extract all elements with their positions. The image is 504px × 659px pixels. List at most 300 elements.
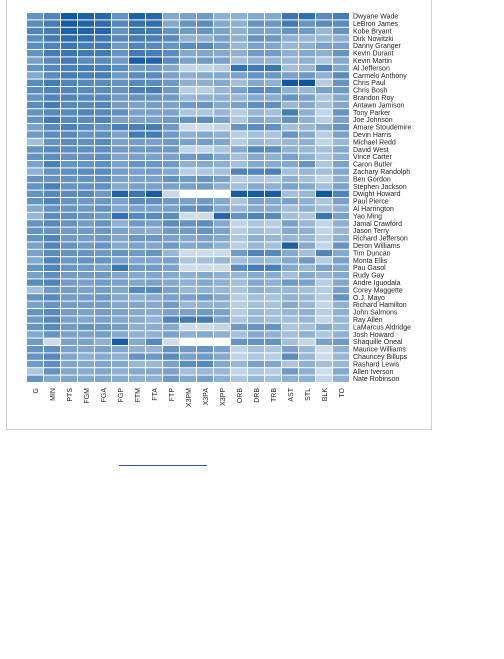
heatmap-cell (78, 242, 94, 248)
heatmap-cell (316, 50, 332, 56)
heatmap-cell (248, 287, 264, 293)
heatmap-cell (112, 65, 128, 71)
heatmap-cell (27, 102, 43, 108)
heatmap-cell (112, 257, 128, 263)
heatmap-cell (27, 324, 43, 330)
heatmap-cell (61, 198, 77, 204)
heatmap-cell (316, 183, 332, 189)
heatmap-cell (27, 43, 43, 49)
heatmap-cell (180, 146, 196, 152)
heatmap-cell (163, 161, 179, 167)
heatmap-cell (333, 198, 349, 204)
heatmap-cell (61, 250, 77, 256)
row-label: Andre Iguodala (353, 280, 401, 287)
heatmap-cell (27, 72, 43, 78)
heatmap-cell (282, 28, 298, 34)
heatmap-cell (180, 109, 196, 115)
heatmap-cell (299, 302, 315, 308)
heatmap-cell (248, 265, 264, 271)
heatmap-cell (112, 339, 128, 345)
heatmap-cell (78, 228, 94, 234)
heatmap-cell (27, 242, 43, 248)
column-label: FTP (169, 388, 176, 402)
heatmap-cell (95, 43, 111, 49)
heatmap-cell (214, 131, 230, 137)
heatmap-cell (112, 176, 128, 182)
column-label: FTM (135, 388, 142, 403)
heatmap-cell (27, 339, 43, 345)
heatmap-cell (214, 279, 230, 285)
heatmap-cell (129, 183, 145, 189)
heatmap-cell (95, 139, 111, 145)
heatmap-cell (231, 28, 247, 34)
heatmap-cell (316, 339, 332, 345)
heatmap-cell (197, 191, 213, 197)
heatmap-cell (129, 250, 145, 256)
row-label: Pau Gasol (353, 265, 386, 273)
heatmap-cell (333, 265, 349, 271)
heatmap-cell (129, 57, 145, 63)
row-label: Richard Jefferson (353, 235, 408, 243)
heatmap-cell (333, 43, 349, 49)
heatmap-cell (27, 139, 43, 145)
heatmap-cell (214, 265, 230, 271)
heatmap-cell (214, 102, 230, 108)
heatmap-cell (333, 94, 349, 100)
heatmap-cell (112, 102, 128, 108)
heatmap-cell (180, 205, 196, 211)
heatmap-cell (163, 242, 179, 248)
heatmap-cell (248, 117, 264, 123)
heatmap-cell (129, 287, 145, 293)
heatmap-cell (180, 235, 196, 241)
heatmap-cell (163, 65, 179, 71)
heatmap-cell (78, 213, 94, 219)
heatmap-cell (299, 50, 315, 56)
heatmap-cell (231, 287, 247, 293)
heatmap-cell (95, 346, 111, 352)
heatmap-cell (197, 183, 213, 189)
heatmap-cell (146, 250, 162, 256)
heatmap-cell (61, 235, 77, 241)
heatmap-cell (248, 87, 264, 93)
heatmap-cell (44, 220, 60, 226)
heatmap-cell (129, 94, 145, 100)
heatmap-cell (231, 228, 247, 234)
heatmap-cell (129, 309, 145, 315)
heatmap-cell (214, 43, 230, 49)
heatmap-cell (78, 183, 94, 189)
heatmap-cell (333, 72, 349, 78)
heatmap-cell (129, 302, 145, 308)
heatmap-cell (316, 368, 332, 374)
heatmap-cell (214, 272, 230, 278)
heatmap-cell (197, 265, 213, 271)
heatmap-cell (95, 176, 111, 182)
heatmap-cell (78, 102, 94, 108)
heatmap-cell (282, 168, 298, 174)
heatmap-cell (146, 235, 162, 241)
heatmap-cell (197, 161, 213, 167)
heatmap-cell (299, 191, 315, 197)
heatmap-cell (129, 65, 145, 71)
heatmap-cell (78, 316, 94, 322)
heatmap-cell (197, 139, 213, 145)
heatmap-cell (180, 43, 196, 49)
heatmap-cell (333, 368, 349, 374)
heatmap-cell (146, 124, 162, 130)
heatmap-cell (214, 57, 230, 63)
heatmap-cell (163, 368, 179, 374)
heatmap-cell (265, 28, 281, 34)
heatmap-cell (248, 191, 264, 197)
heatmap-cell (78, 94, 94, 100)
heatmap-cell (197, 117, 213, 123)
heatmap-cell (214, 316, 230, 322)
heatmap-cell (95, 205, 111, 211)
heatmap-cell (282, 161, 298, 167)
heatmap-cell (282, 346, 298, 352)
heatmap-cell (248, 131, 264, 137)
heatmap-cell (231, 57, 247, 63)
heatmap-cell (231, 124, 247, 130)
heatmap-cell (129, 20, 145, 26)
heatmap-cell (95, 50, 111, 56)
heatmap-cell (282, 191, 298, 197)
heatmap-cell (214, 361, 230, 367)
heatmap-cell (248, 353, 264, 359)
heatmap-cell (265, 279, 281, 285)
heatmap-cell (333, 339, 349, 345)
heatmap-cell (129, 117, 145, 123)
heatmap-cell (180, 50, 196, 56)
heatmap-cell (61, 102, 77, 108)
heatmap-cell (333, 302, 349, 308)
heatmap-cell (299, 346, 315, 352)
heatmap-cell (61, 279, 77, 285)
heatmap-cell (316, 154, 332, 160)
heatmap-cell (112, 309, 128, 315)
heatmap-cell (95, 265, 111, 271)
heatmap-cell (78, 35, 94, 41)
heatmap-cell (44, 257, 60, 263)
heatmap-cell (112, 57, 128, 63)
heatmap-cell (265, 94, 281, 100)
row-label: Kobe Bryant (353, 28, 392, 36)
heatmap-cell (95, 235, 111, 241)
heatmap-cell (44, 94, 60, 100)
heatmap-cell (27, 50, 43, 56)
heatmap-cell (78, 272, 94, 278)
heatmap-cell (316, 28, 332, 34)
heatmap-cell (316, 309, 332, 315)
heatmap-cell (146, 139, 162, 145)
heatmap-cell (265, 161, 281, 167)
heatmap-cell (61, 339, 77, 345)
column-label: G (33, 388, 40, 394)
heatmap-cell (248, 168, 264, 174)
row-label: Caron Butler (353, 161, 393, 169)
heatmap-cell (112, 235, 128, 241)
heatmap-cell (231, 339, 247, 345)
heatmap-cell (248, 368, 264, 374)
heatmap-cell (61, 183, 77, 189)
heatmap-cell (44, 43, 60, 49)
heatmap-cell (282, 124, 298, 130)
heatmap-cell (112, 272, 128, 278)
heatmap-cell (112, 361, 128, 367)
heatmap-cell (231, 72, 247, 78)
heatmap-cell (299, 28, 315, 34)
heatmap-cell (95, 72, 111, 78)
heatmap-cell (214, 376, 230, 382)
heatmap-cell (299, 154, 315, 160)
heatmap-cell (333, 146, 349, 152)
heatmap-cell (180, 102, 196, 108)
heatmap-cell (44, 287, 60, 293)
heatmap-cell (231, 13, 247, 19)
heatmap-cell (197, 368, 213, 374)
heatmap-cell (44, 35, 60, 41)
heatmap-cell (299, 20, 315, 26)
heatmap-cell (316, 20, 332, 26)
row-label: Stephen Jackson (353, 183, 407, 191)
heatmap-cell (231, 309, 247, 315)
heatmap-cell (180, 250, 196, 256)
heatmap-cell (282, 339, 298, 345)
heatmap-cell (333, 235, 349, 241)
heatmap-cell (44, 302, 60, 308)
heatmap-cell (248, 339, 264, 345)
heatmap-cell (282, 20, 298, 26)
heatmap-cell (299, 324, 315, 330)
heatmap-cell (333, 309, 349, 315)
heatmap-cell (282, 102, 298, 108)
heatmap-cell (61, 146, 77, 152)
heatmap-cell (27, 257, 43, 263)
heatmap-cell (44, 279, 60, 285)
heatmap-cell (248, 80, 264, 86)
heatmap-cell (180, 87, 196, 93)
heatmap-cell (163, 80, 179, 86)
heatmap-cell (299, 242, 315, 248)
caption-link[interactable] (119, 453, 207, 466)
heatmap-cell (265, 346, 281, 352)
heatmap-cell (78, 154, 94, 160)
heatmap-cell (112, 20, 128, 26)
heatmap-cell (44, 80, 60, 86)
heatmap-cell (248, 161, 264, 167)
heatmap-cell (248, 213, 264, 219)
heatmap-cell (44, 161, 60, 167)
heatmap-cell (180, 279, 196, 285)
heatmap-cell (282, 154, 298, 160)
heatmap-cell (197, 361, 213, 367)
heatmap-cell (44, 368, 60, 374)
heatmap-cell (61, 87, 77, 93)
heatmap-cell (129, 368, 145, 374)
heatmap-cell (163, 146, 179, 152)
heatmap-cell (163, 324, 179, 330)
heatmap-cell (44, 28, 60, 34)
heatmap-cell (44, 131, 60, 137)
heatmap-cell (146, 80, 162, 86)
heatmap-cell (214, 287, 230, 293)
heatmap-cell (163, 20, 179, 26)
heatmap-cell (27, 28, 43, 34)
heatmap-cell (282, 146, 298, 152)
heatmap-cell (316, 198, 332, 204)
heatmap-cell (146, 346, 162, 352)
heatmap-cell (282, 198, 298, 204)
column-label: FGM (84, 388, 91, 404)
heatmap-cell (316, 205, 332, 211)
heatmap-cell (299, 109, 315, 115)
heatmap-cell (248, 279, 264, 285)
heatmap-cell (146, 72, 162, 78)
heatmap-cell (265, 80, 281, 86)
row-label: Michael Redd (353, 139, 396, 147)
heatmap-cell (316, 235, 332, 241)
heatmap-cell (95, 117, 111, 123)
heatmap-cell (248, 220, 264, 226)
heatmap-cell (231, 220, 247, 226)
heatmap-chart (7, 0, 433, 430)
heatmap-cell (214, 309, 230, 315)
row-label: Josh Howard (353, 331, 394, 339)
heatmap-cell (180, 257, 196, 263)
heatmap-cell (265, 20, 281, 26)
heatmap-cell (112, 183, 128, 189)
heatmap-cell (316, 168, 332, 174)
heatmap-cell (129, 353, 145, 359)
heatmap-cell (95, 183, 111, 189)
heatmap-cell (163, 50, 179, 56)
heatmap-cell (61, 257, 77, 263)
column-label: FGA (101, 388, 108, 403)
row-label: Deron Williams (353, 243, 401, 250)
heatmap-cell (27, 94, 43, 100)
heatmap-cell (112, 28, 128, 34)
heatmap-cell (95, 279, 111, 285)
heatmap-cell (197, 198, 213, 204)
row-label: Chris Paul (353, 80, 386, 88)
heatmap-cell (44, 376, 60, 382)
heatmap-cell (231, 250, 247, 256)
heatmap-cell (27, 198, 43, 204)
heatmap-cell (265, 376, 281, 382)
heatmap-cell (265, 205, 281, 211)
heatmap-cell (163, 205, 179, 211)
heatmap-cell (282, 183, 298, 189)
heatmap-cell (197, 324, 213, 330)
row-label: Brandon Roy (353, 95, 394, 102)
heatmap-cell (180, 309, 196, 315)
heatmap-cell (112, 242, 128, 248)
row-label: Yao Ming (353, 213, 383, 221)
column-label: ORB (237, 388, 244, 404)
heatmap-cell (112, 43, 128, 49)
row-label: Antawn Jamison (353, 102, 405, 110)
row-label: Al Harrington (353, 206, 394, 213)
heatmap-cell (180, 80, 196, 86)
heatmap-cell (180, 168, 196, 174)
heatmap-cell (112, 220, 128, 226)
heatmap-cell (282, 205, 298, 211)
heatmap-cell (197, 13, 213, 19)
heatmap-cell (282, 265, 298, 271)
heatmap-cell (333, 13, 349, 19)
heatmap-cell (78, 65, 94, 71)
heatmap-cell (129, 43, 145, 49)
heatmap-cell (95, 146, 111, 152)
heatmap-cell (27, 368, 43, 374)
heatmap-cell (27, 309, 43, 315)
heatmap-cell (248, 376, 264, 382)
heatmap-cell (44, 309, 60, 315)
heatmap-cell (129, 294, 145, 300)
heatmap-cell (146, 161, 162, 167)
heatmap-cell (44, 205, 60, 211)
heatmap-cell (316, 331, 332, 337)
heatmap-cell (163, 131, 179, 137)
heatmap-cell (129, 131, 145, 137)
heatmap-cell (333, 242, 349, 248)
heatmap-cell (163, 94, 179, 100)
heatmap-cell (112, 35, 128, 41)
heatmap-cell (180, 124, 196, 130)
heatmap-cell (299, 146, 315, 152)
heatmap-cell (61, 57, 77, 63)
heatmap-cell (231, 346, 247, 352)
heatmap-cell (180, 353, 196, 359)
heatmap-cell (299, 265, 315, 271)
heatmap-cell (282, 242, 298, 248)
heatmap-cell (61, 361, 77, 367)
heatmap-cell (129, 213, 145, 219)
heatmap-cell (44, 109, 60, 115)
heatmap-cell (333, 316, 349, 322)
heatmap-cell (333, 124, 349, 130)
heatmap-cell (231, 50, 247, 56)
heatmap-cell (129, 331, 145, 337)
heatmap-cell (61, 35, 77, 41)
heatmap-cell (248, 331, 264, 337)
heatmap-cell (333, 272, 349, 278)
heatmap-cell (333, 57, 349, 63)
heatmap-cell (129, 146, 145, 152)
heatmap-cell (112, 146, 128, 152)
row-label: John Salmons (353, 309, 398, 317)
row-label: Kevin Durant (353, 50, 394, 58)
heatmap-cell (95, 13, 111, 19)
heatmap-cell (316, 213, 332, 219)
heatmap-cell (197, 346, 213, 352)
column-label: AST (288, 388, 295, 402)
heatmap-cell (112, 294, 128, 300)
heatmap-cell (95, 287, 111, 293)
heatmap-cell (95, 94, 111, 100)
heatmap-cell (95, 191, 111, 197)
heatmap-cell (112, 124, 128, 130)
heatmap-cell (95, 154, 111, 160)
heatmap-cell (44, 72, 60, 78)
heatmap-cell (316, 161, 332, 167)
heatmap-cell (27, 13, 43, 19)
heatmap-cell (214, 331, 230, 337)
heatmap-cell (333, 376, 349, 382)
heatmap-cell (316, 13, 332, 19)
